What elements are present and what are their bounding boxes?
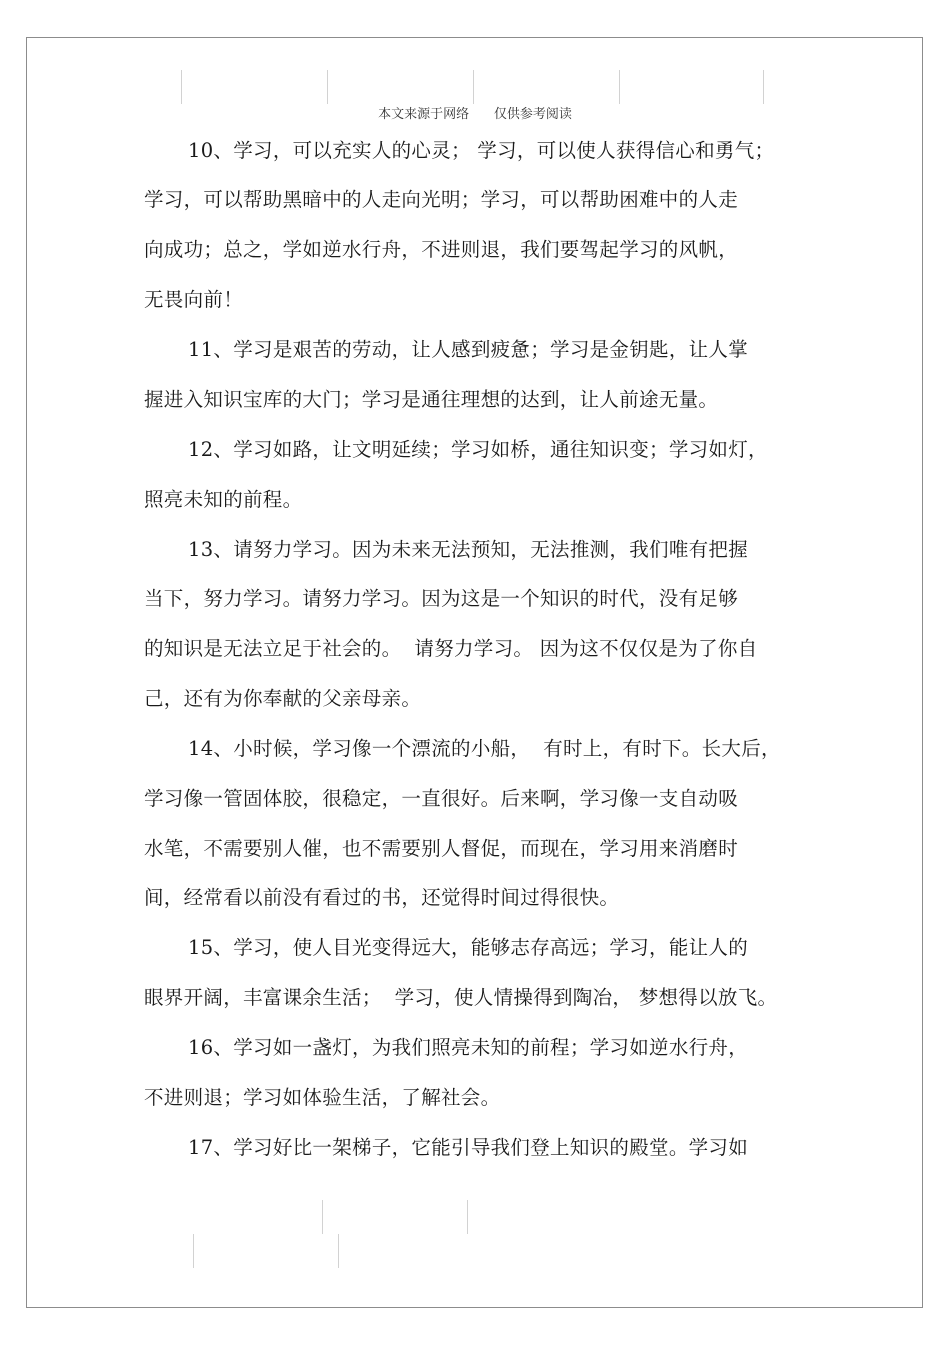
top-tick-mark xyxy=(619,70,620,104)
paragraph-line: 16、学习如一盏灯，为我们照亮未知的前程；学习如逆水行舟， xyxy=(188,1036,749,1059)
paragraph-line: 14、小时候，学习像一个漂流的小船， 有时上，有时下。长大后， xyxy=(188,737,781,760)
paragraph-line: 无畏向前！ xyxy=(144,288,244,311)
bottom-tick-mark xyxy=(467,1200,468,1234)
paragraph-line: 水笔，不需要别人催，也不需要别人督促，而现在，学习用来消磨时 xyxy=(144,837,739,860)
paragraph-line: 学习，可以帮助黑暗中的人走向光明；学习，可以帮助困难中的人走 xyxy=(144,188,739,211)
paragraph-line: 照亮未知的前程。 xyxy=(144,488,303,511)
paragraph-line: 己，还有为你奉献的父亲母亲。 xyxy=(144,687,422,710)
paragraph-line: 不进则退；学习如体验生活，了解社会。 xyxy=(144,1086,501,1109)
header-source-note: 本文来源于网络 仅供参考阅读 xyxy=(378,107,572,122)
paragraph-line: 17、学习好比一架梯子，它能引导我们登上知识的殿堂。学习如 xyxy=(188,1136,749,1159)
paragraph-line: 握进入知识宝库的大门；学习是通往理想的达到，让人前途无量。 xyxy=(144,388,719,411)
top-tick-mark xyxy=(181,70,182,104)
bottom-tick-mark xyxy=(193,1234,194,1268)
paragraph-line: 15、学习，使人目光变得远大，能够志存高远；学习，能让人的 xyxy=(188,936,749,959)
paragraph-line: 间，经常看以前没有看过的书，还觉得时间过得很快。 xyxy=(144,886,620,909)
paragraph-line: 11、学习是艰苦的劳动，让人感到疲惫；学习是金钥匙，让人掌 xyxy=(188,338,749,361)
paragraph-line: 13、请努力学习。因为未来无法预知，无法推测，我们唯有把握 xyxy=(188,538,749,561)
top-tick-mark xyxy=(473,70,474,104)
bottom-tick-mark xyxy=(338,1234,339,1268)
paragraph-line: 眼界开阔，丰富课余生活； 学习，使人情操得到陶冶， 梦想得以放飞。 xyxy=(144,986,778,1009)
top-tick-mark xyxy=(763,70,764,104)
paragraph-line: 当下，努力学习。请努力学习。因为这是一个知识的时代，没有足够 xyxy=(144,587,739,610)
top-tick-mark xyxy=(327,70,328,104)
bottom-tick-mark xyxy=(322,1200,323,1234)
paragraph-line: 10、学习，可以充实人的心灵； 学习，可以使人获得信心和勇气； xyxy=(188,139,775,162)
paragraph-line: 12、学习如路，让文明延续；学习如桥，通往知识变；学习如灯， xyxy=(188,438,768,461)
paragraph-line: 向成功；总之，学如逆水行舟，不进则退，我们要驾起学习的风帆， xyxy=(144,238,739,261)
paragraph-line: 学习像一管固体胶，很稳定，一直很好。后来啊，学习像一支自动吸 xyxy=(144,787,739,810)
page-frame xyxy=(26,37,923,1308)
paragraph-line: 的知识是无法立足于社会的。 请努力学习。 因为这不仅仅是为了你自 xyxy=(144,637,758,660)
